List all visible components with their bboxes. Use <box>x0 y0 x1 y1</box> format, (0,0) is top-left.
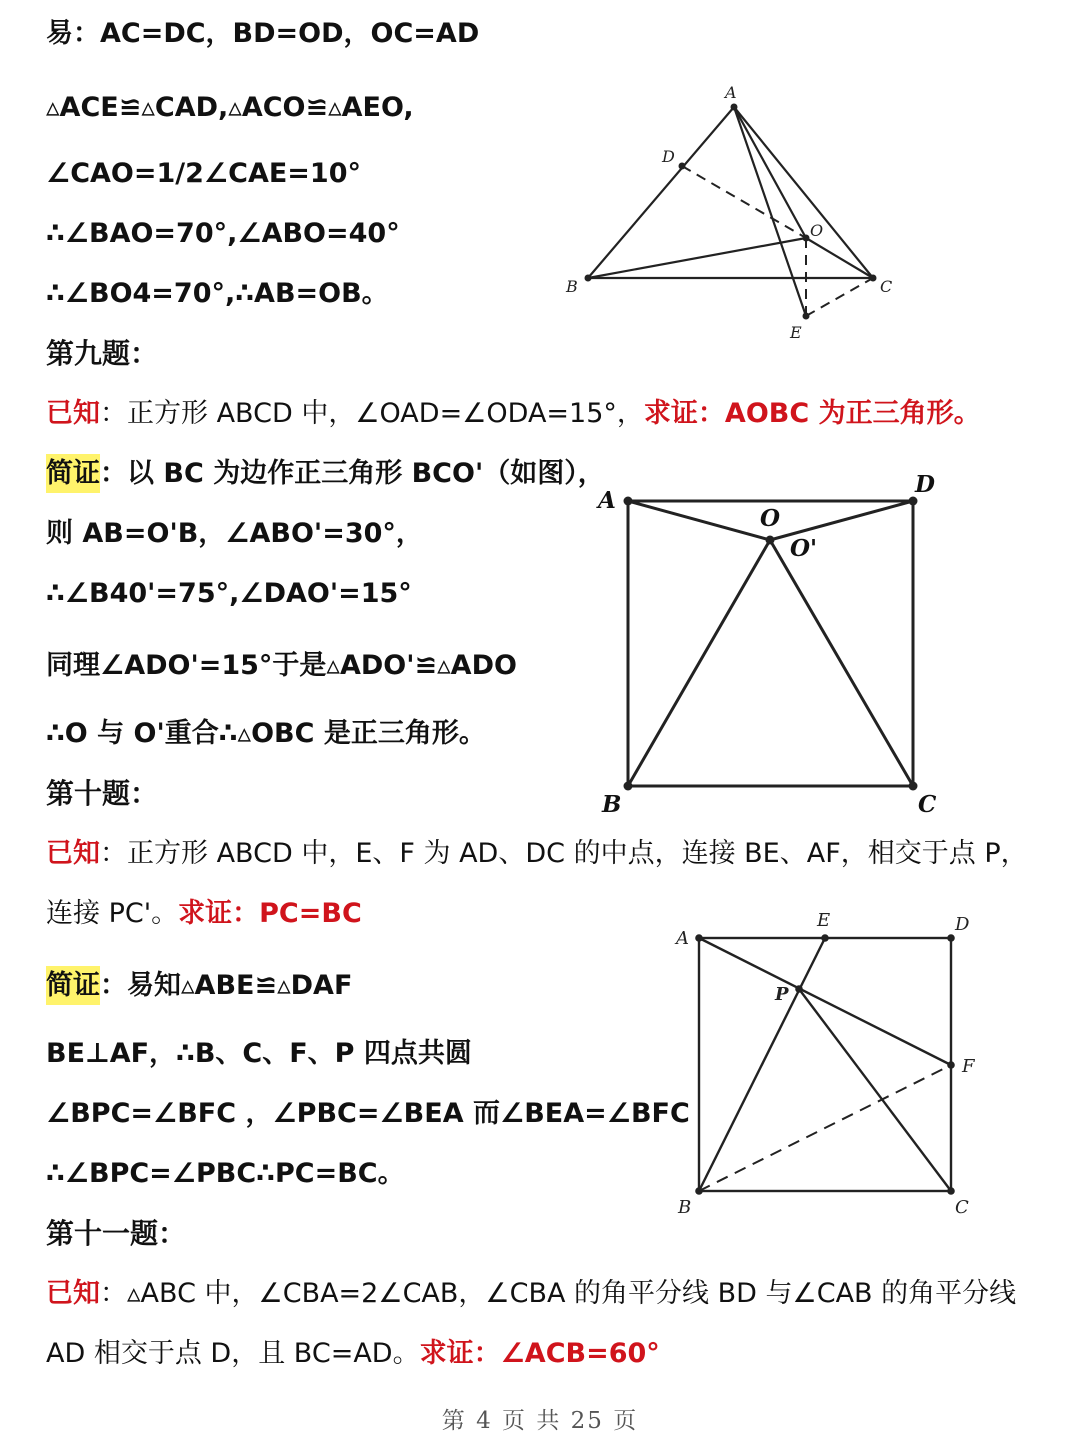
fig3-point-p <box>795 985 803 993</box>
fig1-label-c: C <box>880 277 893 296</box>
fig3-label-p: P <box>775 984 789 1005</box>
fig3-segment-pc <box>799 989 951 1191</box>
q9-known-text: ：正方形 ABCD 中，∠OAD=∠ODA=15°， <box>100 398 644 429</box>
fig3-label-d: D <box>955 914 970 935</box>
q9-title: 第九题： <box>46 337 159 370</box>
q10-proof-2: BE⊥AF，∴B、C、F、P 四点共圆 <box>46 1038 472 1069</box>
q9-proof-text-1: ：以 BC 为边作正三角形 BCO'（如图）， <box>100 458 605 489</box>
q9-proof-label: 简证 <box>46 454 100 493</box>
fig3-square-abcd <box>699 938 951 1191</box>
q11-title: 第十一题： <box>46 1217 187 1250</box>
fig2-label-b: B <box>602 791 622 818</box>
q10-prove-text: ：PC=BC <box>232 898 362 929</box>
fig2-label-c: C <box>918 791 937 818</box>
fig3-point-f <box>947 1061 955 1069</box>
line-3: ∠CAO=1/2∠CAE=10° <box>46 158 361 189</box>
fig1-label-b: B <box>566 277 578 296</box>
fig1-label-e: E <box>790 323 802 342</box>
fig3-point-c <box>947 1187 955 1195</box>
q9-proof-3: ∴∠B40'=75°,∠DAO'=15° <box>46 578 412 609</box>
q10-proof-label: 简证 <box>46 966 100 1005</box>
fig3-label-c: C <box>955 1197 969 1218</box>
line-4: ∴∠BAO=70°,∠ABO=40° <box>46 218 400 249</box>
line-5: ∴∠BO4=70°,∴AB=OB。 <box>46 278 389 309</box>
q10-known-text-2: 连接 PC'。 <box>46 898 179 929</box>
fig2-label-d: D <box>915 471 935 498</box>
q10-title: 第十题： <box>46 777 159 810</box>
line-2: ▵ACE≌▵CAD,▵ACO≌▵AEO, <box>46 92 414 123</box>
page-footer: 第 4 页 共 25 页 <box>441 1408 639 1434</box>
fig3-point-b <box>695 1187 703 1195</box>
q9-prove-label: 求证 <box>643 398 698 429</box>
fig3-label-a: A <box>676 928 689 949</box>
fig3-point-d <box>947 934 955 942</box>
q11-known-text: ：▵ABC 中，∠CBA=2∠CAB，∠CBA 的角平分线 BD 与∠CAB 的角平分线 <box>100 1278 1017 1309</box>
q9-proof-5: ∴O 与 O'重合∴▵OBC 是正三角形。 <box>46 718 486 749</box>
fig2-label-o-prime: O' <box>790 535 818 562</box>
q10-prove-label: 求证 <box>178 898 233 929</box>
q9-proof-2: 则 AB=O'B，∠ABO'=30°， <box>46 518 423 549</box>
q9-prove-text: ：AOBC 为正三角形。 <box>697 398 981 429</box>
fig2-label-a: A <box>598 487 616 514</box>
fig3-segment-af <box>699 938 951 1065</box>
q9-known-label: 已知 <box>46 398 100 429</box>
q11-prove-text: ：∠ACB=60° <box>473 1338 660 1369</box>
fig1-label-d: D <box>662 147 675 166</box>
line-1: 易：AC=DC，BD=OD，OC=AD <box>46 18 480 49</box>
fig3-point-e <box>821 934 829 942</box>
fig3-point-a <box>695 934 703 942</box>
fig2-label-o: O <box>760 505 781 532</box>
q10-proof-3: ∠BPC=∠BFC ，∠PBC=∠BEA 而∠BEA=∠BFC <box>46 1098 690 1129</box>
q11-known-label: 已知 <box>46 1278 100 1309</box>
q10-proof-text-1: ：易知▵ABE≌▵DAF <box>100 970 353 1001</box>
fig3-label-f: F <box>962 1056 975 1077</box>
q10-proof-4: ∴∠BPC=∠PBC∴PC=BC。 <box>46 1158 405 1189</box>
q10-known-text: ：正方形 ABCD 中，E、F 为 AD、DC 的中点，连接 BE、AF，相交于点 P， <box>100 838 1028 869</box>
q9-proof-4: 同理∠ADO'=15°于是▵ADO'≌▵ADO <box>46 650 517 681</box>
q10-known-label: 已知 <box>46 838 100 869</box>
q11-known-text-2: AD 相交于点 D，且 BC=AD。 <box>46 1338 420 1369</box>
fig3-label-e: E <box>817 910 831 931</box>
q11-prove-label: 求证 <box>419 1338 474 1369</box>
fig3-segment-be <box>699 938 825 1191</box>
fig3-dashed-bf <box>699 1065 951 1191</box>
fig1-label-a: A <box>725 83 737 102</box>
fig1-label-o: O <box>810 221 824 240</box>
fig3-label-b: B <box>678 1197 692 1218</box>
